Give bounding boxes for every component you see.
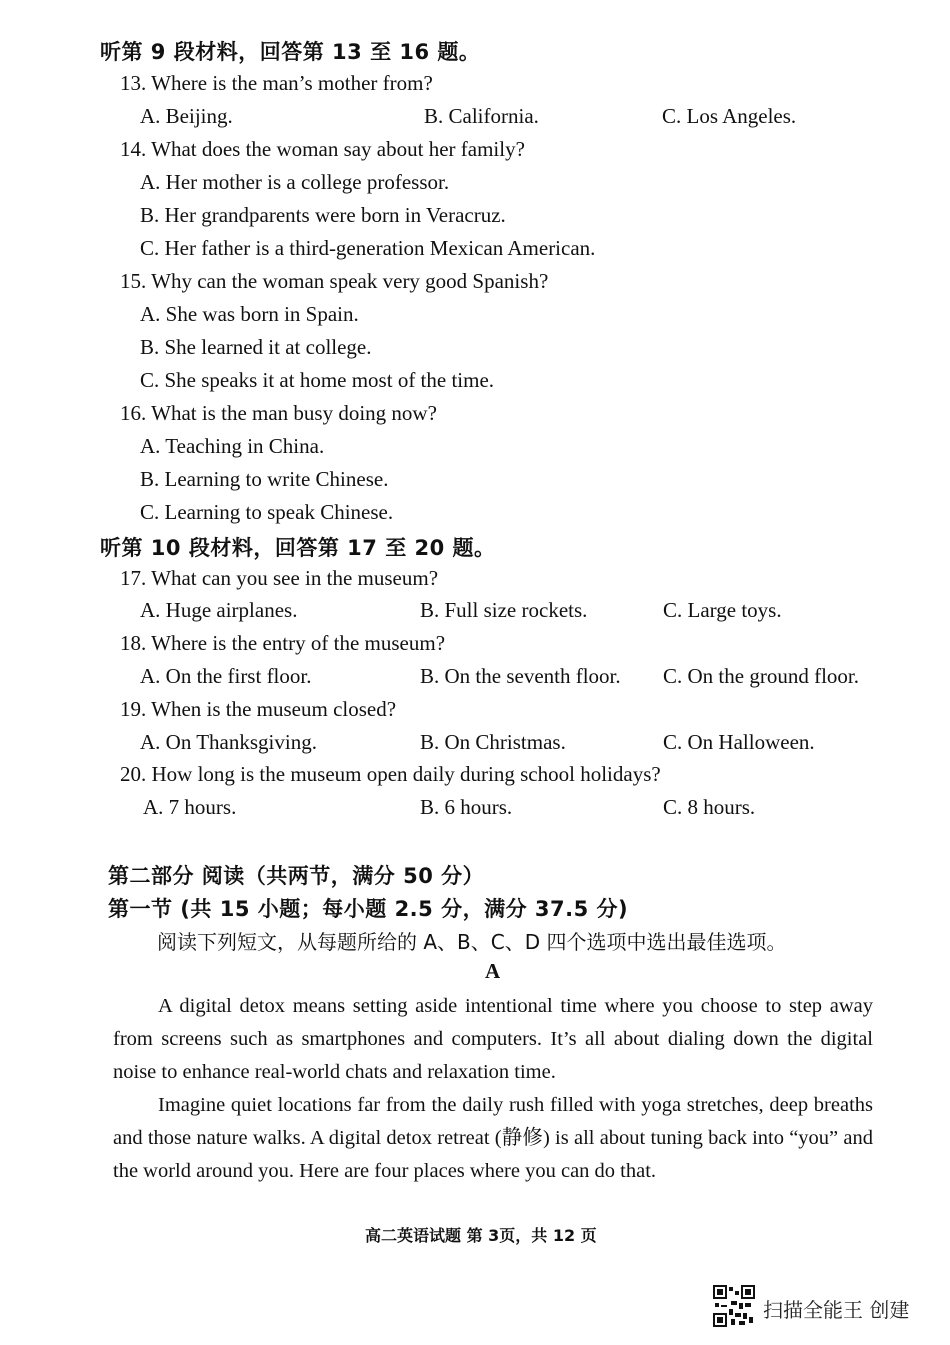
passage-label: A: [485, 959, 501, 983]
option-18a: A. On the first floor.: [140, 664, 312, 688]
option-13c: C. Los Angeles.: [662, 104, 797, 128]
question-15: 15. Why can the woman speak very good Spanish?: [120, 269, 549, 293]
qr-code-icon: [713, 1285, 755, 1327]
question-20: 20. How long is the museum open daily during school holidays?: [120, 762, 661, 786]
option-20b: B. 6 hours.: [420, 795, 513, 819]
option-16a: A. Teaching in China.: [140, 434, 325, 458]
option-15b: B. She learned it at college.: [140, 335, 372, 359]
question-18: 18. Where is the entry of the museum?: [120, 631, 446, 655]
passage-body: [113, 990, 873, 1188]
section-10-header: 听第 10 段材料，回答第 17 至 20 题。: [100, 536, 496, 560]
option-18c: C. On the ground floor.: [663, 664, 859, 688]
part-2-section-1-header: 第一节 (共 15 小题；每小题 2.5 分，满分 37.5 分): [108, 897, 629, 921]
option-17b: B. Full size rockets.: [420, 598, 588, 622]
question-19: 19. When is the museum closed?: [120, 697, 397, 721]
option-20a: A. 7 hours.: [143, 795, 237, 819]
option-19b: B. On Christmas.: [420, 730, 566, 754]
page-footer: 高二英语试题 第 3页，共 12 页: [365, 1226, 597, 1245]
question-13: 13. Where is the man’s mother from?: [120, 71, 433, 95]
passage-paragraph-2: Imagine quiet locations far from the daily rush filled with yoga stretches, deep breaths and those nature walks. A digital detox retreat (静修) is all about tuning back into “you” and the world around you. Here are four places where you can do that.: [113, 1094, 873, 1182]
section-9-header: 听第 9 段材料，回答第 13 至 16 题。: [100, 40, 481, 64]
option-15c: C. She speaks it at home most of the time.: [140, 368, 495, 392]
option-14c: C. Her father is a third-generation Mexican American.: [140, 236, 596, 260]
option-19a: A. On Thanksgiving.: [140, 730, 317, 754]
option-16c: C. Learning to speak Chinese.: [140, 500, 394, 524]
option-14b: B. Her grandparents were born in Veracruz.: [140, 203, 506, 227]
option-17c: C. Large toys.: [663, 598, 782, 622]
option-20c: C. 8 hours.: [663, 795, 756, 819]
option-17a: A. Huge airplanes.: [140, 598, 298, 622]
option-18b: B. On the seventh floor.: [420, 664, 621, 688]
part-2-title: 第二部分 阅读（共两节，满分 50 分）: [108, 864, 485, 888]
option-16b: B. Learning to write Chinese.: [140, 467, 389, 491]
option-13b: B. California.: [424, 104, 539, 128]
option-13a: A. Beijing.: [140, 104, 233, 128]
option-19c: C. On Halloween.: [663, 730, 815, 754]
question-17: 17. What can you see in the museum?: [120, 566, 439, 590]
option-15a: A. She was born in Spain.: [140, 302, 359, 326]
option-14a: A. Her mother is a college professor.: [140, 170, 450, 194]
question-16: 16. What is the man busy doing now?: [120, 401, 437, 425]
passage-paragraph-1: A digital detox means setting aside intentional time where you choose to step away from screens such as smartphones and computers. It’s all about dialing down the digital noise to enhance real-world chats and relaxation time.: [113, 995, 873, 1083]
reading-instruction: 阅读下列短文，从每题所给的 A、B、C、D 四个选项中选出最佳选项。: [157, 930, 787, 954]
question-14: 14. What does the woman say about her family?: [120, 137, 525, 161]
scanner-watermark-label: 扫描全能王 创建: [763, 1298, 910, 1322]
